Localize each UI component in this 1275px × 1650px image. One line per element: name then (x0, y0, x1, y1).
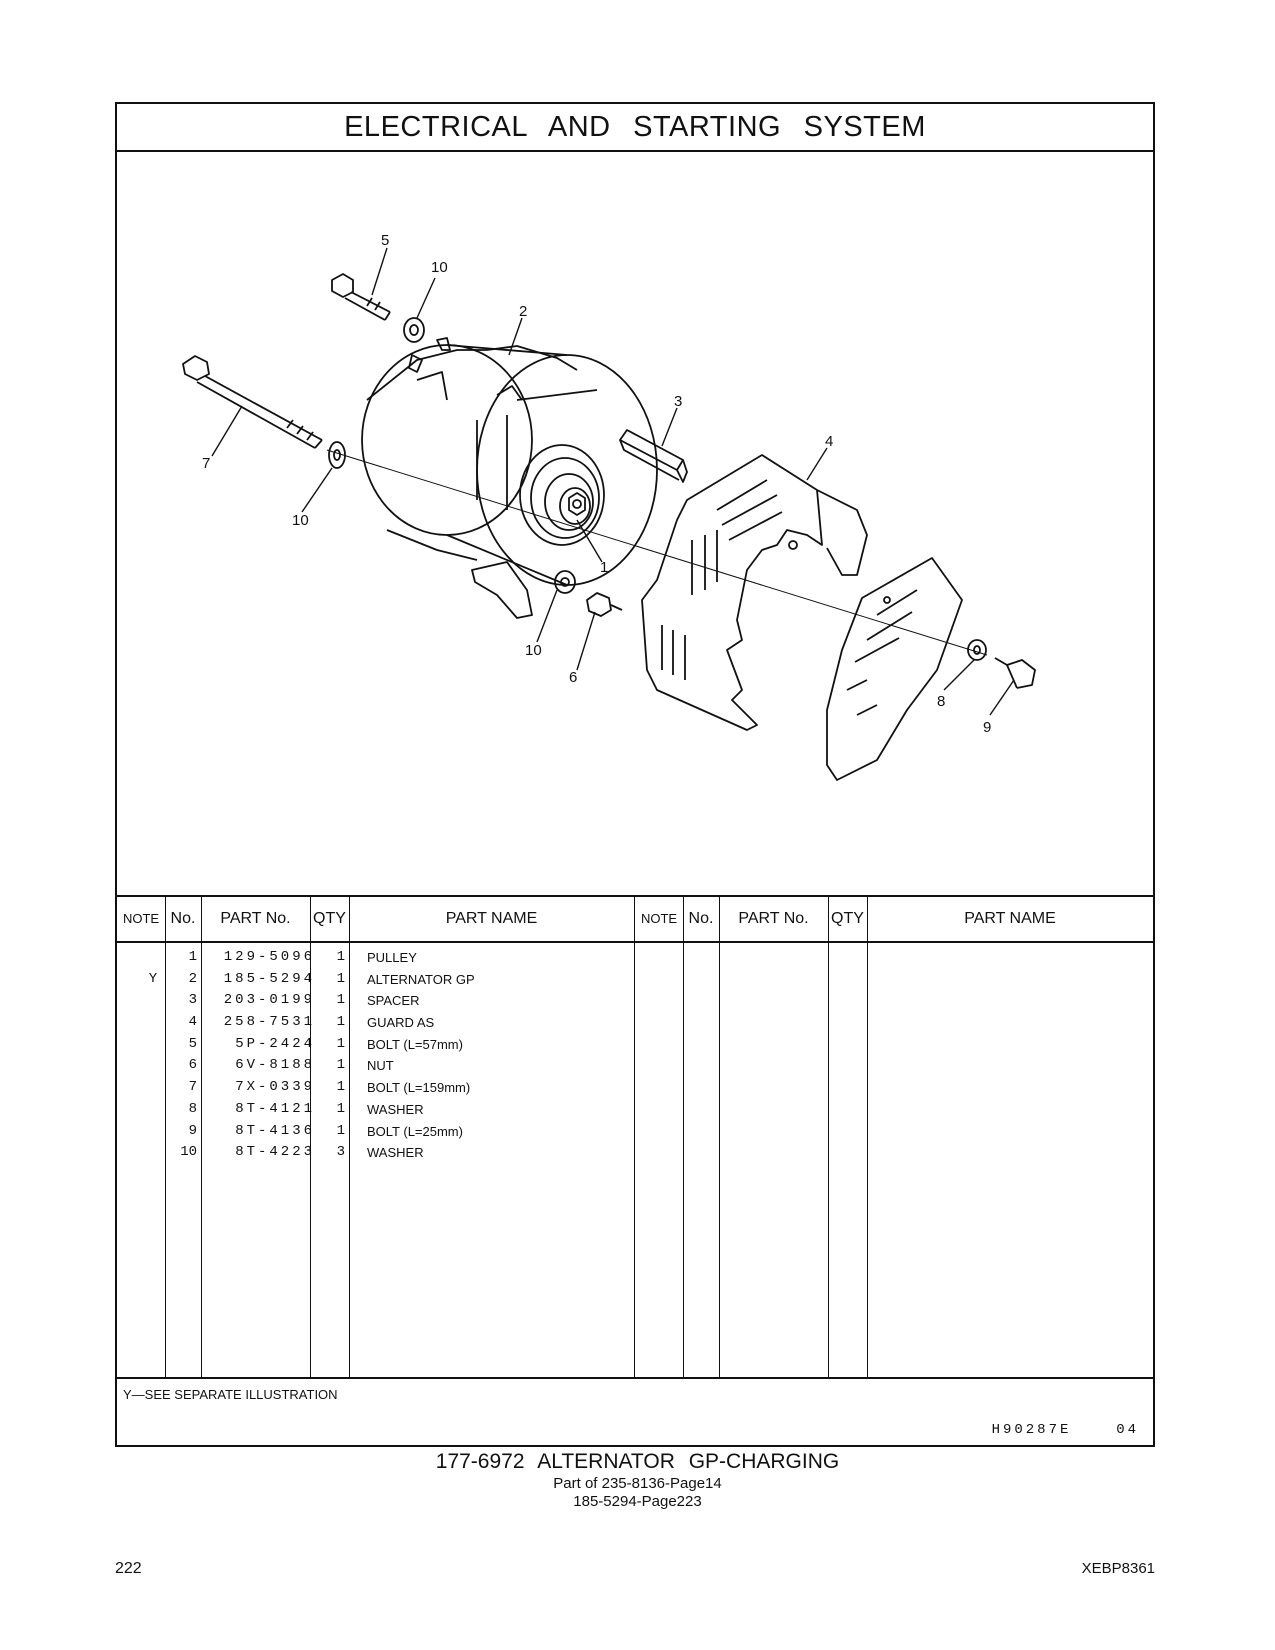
row-part-name: BOLT (L=57mm) (367, 1036, 463, 1052)
page-number: 222 (115, 1560, 142, 1577)
table-row (117, 1099, 635, 1121)
callout-8: 8 (937, 693, 946, 710)
header-no: No. (688, 910, 714, 927)
row-qty: 1 (336, 1079, 345, 1096)
pulley-drawing (520, 445, 604, 545)
header-no: No. (170, 910, 196, 927)
header-note: NOTE (122, 911, 160, 926)
row-qty: 1 (336, 992, 345, 1009)
header-part-no: PART No. (220, 910, 291, 927)
callout-4: 4 (825, 433, 834, 450)
row-part-no: 8T-4223 (235, 1144, 315, 1161)
row-note: Y (148, 970, 158, 987)
section-title-bar (117, 104, 1153, 152)
callout-3: 3 (674, 393, 683, 410)
long-bolt-drawing (183, 356, 322, 448)
row-no: 9 (188, 1122, 197, 1139)
callout-5: 5 (381, 232, 390, 249)
row-part-name: BOLT (L=25mm) (367, 1123, 463, 1139)
row-qty: 1 (336, 1014, 345, 1031)
row-part-no: 8T-4136 (235, 1122, 315, 1139)
table-header-right (635, 897, 1153, 943)
document-code: XEBP8361 (1081, 1560, 1155, 1577)
row-no: 2 (188, 970, 197, 987)
row-no: 5 (188, 1035, 197, 1052)
header-part-no: PART No. (738, 910, 809, 927)
guard-drawing (642, 455, 867, 730)
row-no: 7 (188, 1079, 197, 1096)
row-part-no: 129-5096 (223, 949, 315, 965)
row-part-no: 7X-0339 (235, 1079, 315, 1096)
row-qty: 1 (336, 1100, 345, 1117)
row-part-no: 8T-4121 (235, 1100, 315, 1117)
guard-plate-drawing (827, 558, 962, 780)
row-no: 6 (188, 1057, 197, 1074)
row-part-no: 203-0199 (223, 992, 315, 1009)
callout-9: 9 (983, 719, 992, 736)
callout-7: 7 (202, 455, 211, 472)
row-part-name: SPACER (367, 993, 420, 1009)
callout-10-top: 10 (431, 259, 448, 276)
row-no: 4 (188, 1014, 197, 1031)
callout-10-bottom: 10 (525, 642, 542, 659)
callout-1: 1 (600, 559, 609, 576)
parts-table-left (117, 897, 635, 1377)
callout-2: 2 (519, 303, 528, 320)
table-row (117, 1034, 635, 1056)
small-bolt-drawing (995, 658, 1035, 688)
row-qty: 1 (336, 1122, 345, 1139)
row-no: 3 (188, 992, 197, 1009)
row-part-no: 185-5294 (223, 970, 315, 987)
row-part-no: 5P-2424 (235, 1035, 315, 1052)
separate-illustration-note: Y―SEE SEPARATE ILLUSTRATION (123, 1387, 338, 1402)
callout-6: 6 (569, 669, 578, 686)
table-row (117, 1142, 635, 1164)
row-part-name: PULLEY (367, 950, 417, 965)
top-bolt-drawing (332, 274, 390, 320)
row-part-name: GUARD AS (367, 1015, 435, 1031)
washer-top-drawing (404, 318, 424, 342)
row-qty: 1 (336, 970, 345, 987)
group-title: 177-6972 ALTERNATOR GP-CHARGING (435, 1450, 840, 1473)
parts-page-frame (115, 102, 1155, 1447)
header-part-name: PART NAME (964, 910, 1056, 927)
table-header (117, 897, 635, 943)
group-reference-2: 185-5294-Page223 (573, 1493, 702, 1510)
row-part-name: BOLT (L=159mm) (367, 1080, 471, 1096)
group-reference-1: Part of 235-8136-Page14 (553, 1475, 722, 1492)
section-title: ELECTRICAL AND STARTING SYSTEM (344, 111, 926, 143)
table-row (117, 1055, 635, 1077)
washer-nut-drawing (555, 571, 622, 616)
row-part-name: WASHER (367, 1101, 424, 1117)
table-row (117, 1077, 635, 1099)
callout-10-left: 10 (292, 512, 309, 529)
row-qty: 3 (336, 1144, 345, 1161)
header-note: NOTE (640, 911, 678, 926)
table-row (117, 990, 635, 1012)
drawing-revision: 04 (1116, 1422, 1139, 1438)
alternator-body-drawing (362, 338, 657, 618)
row-no: 10 (180, 1144, 197, 1161)
row-part-name: ALTERNATOR GP (367, 971, 475, 987)
parts-table-right (635, 897, 1153, 1377)
row-qty: 1 (336, 1035, 345, 1052)
header-qty: QTY (831, 910, 864, 927)
row-no: 8 (188, 1100, 197, 1117)
table-rows (117, 947, 635, 1164)
row-part-name: WASHER (367, 1145, 424, 1161)
table-row (117, 1012, 635, 1034)
table-row (117, 947, 635, 969)
row-no: 1 (188, 949, 197, 965)
drawing-code (992, 1422, 1139, 1438)
alternator-exploded-view (117, 150, 1153, 895)
header-qty: QTY (313, 910, 346, 927)
parts-table (117, 895, 1153, 1379)
exploded-illustration (117, 150, 1153, 895)
header-part-name: PART NAME (445, 910, 538, 927)
drawing-number: H90287E (991, 1422, 1072, 1438)
table-row (117, 969, 635, 991)
row-part-no: 6V-8188 (235, 1057, 315, 1074)
row-qty: 1 (336, 1057, 345, 1074)
row-part-name: NUT (367, 1058, 394, 1074)
callout-leaders (212, 248, 1014, 715)
table-row (117, 1121, 635, 1143)
row-part-no: 258-7531 (223, 1014, 315, 1031)
row-qty: 1 (336, 949, 345, 965)
